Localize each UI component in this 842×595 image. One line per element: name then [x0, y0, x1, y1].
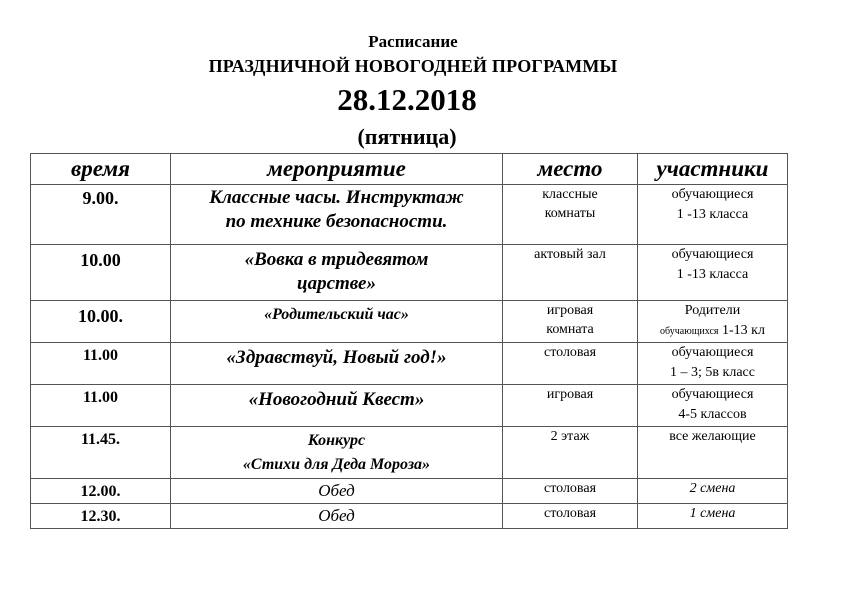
cell-time: 11.00: [31, 385, 171, 427]
participants-line: 1 – 3; 5в класс: [670, 365, 755, 380]
place-line: столовая: [543, 506, 597, 521]
title-line-1: Расписание: [368, 32, 458, 51]
cell-event: [171, 504, 503, 529]
table-row: [31, 185, 788, 245]
event-line: «Родительский час»: [264, 306, 409, 323]
column-header-place: место: [503, 154, 638, 185]
event-line: «Здравствуй, Новый год!»: [226, 347, 447, 368]
cell-place: [503, 427, 638, 479]
event-weekday: (пятница): [357, 124, 457, 149]
cell-time: 12.30.: [31, 504, 171, 529]
cell-participants: [638, 385, 788, 427]
cell-place: [503, 385, 638, 427]
table-row: [31, 301, 788, 343]
cell-time: 12.00.: [31, 479, 171, 504]
event-line: «Новогодний Квест»: [248, 389, 425, 410]
cell-event: [171, 427, 503, 479]
cell-participants: [638, 479, 788, 504]
cell-participants: [638, 427, 788, 479]
participants-line: все желающие: [669, 429, 756, 444]
cell-place: [503, 343, 638, 385]
place-line: комнаты: [544, 206, 596, 221]
event-line: «Стихи для Деда Мороза»: [242, 456, 431, 473]
place-line: 2 этаж: [550, 429, 590, 444]
cell-event: [171, 343, 503, 385]
cell-place: [503, 504, 638, 529]
event-line: Обед: [318, 481, 355, 500]
participants-line: [638, 321, 787, 342]
table-row: [31, 479, 788, 504]
cell-time: 11.00: [31, 343, 171, 385]
cell-event: [171, 185, 503, 245]
cell-event: [171, 245, 503, 301]
cell-time: 10.00: [31, 245, 171, 301]
event-line: Конкурс: [307, 432, 366, 449]
cell-place: [503, 479, 638, 504]
event-date: 28.12.2018: [337, 82, 477, 117]
participants-line: 1 -13 класса: [676, 267, 749, 282]
column-header-event: мероприятие: [171, 154, 503, 185]
schedule-table: [30, 153, 788, 529]
participants-line: Родители: [684, 303, 741, 318]
event-line: Классные часы. Инструктаж: [209, 187, 464, 208]
table-row: [31, 343, 788, 385]
cell-time: 11.45.: [31, 427, 171, 479]
column-header-time: время: [31, 154, 171, 185]
column-header-participants: участники: [638, 154, 788, 185]
cell-time: 9.00.: [31, 185, 171, 245]
participants-line: обучающиеся: [671, 387, 754, 402]
cell-place: [503, 301, 638, 343]
cell-place: [503, 185, 638, 245]
table-row: [31, 504, 788, 529]
place-line: игровая: [546, 387, 594, 402]
cell-participants: [638, 185, 788, 245]
cell-place: [503, 245, 638, 301]
participants-line: 4-5 классов: [678, 407, 747, 422]
cell-event: [171, 479, 503, 504]
participants-line: обучающиеся: [671, 187, 754, 202]
place-line: комната: [546, 322, 594, 337]
participants-line: 2 смена: [689, 481, 736, 496]
participants-text: 1-13 кл: [722, 323, 765, 338]
event-line: по технике безопасности.: [225, 211, 448, 232]
cell-time: 10.00.: [31, 301, 171, 343]
event-line: Обед: [318, 506, 355, 525]
place-line: столовая: [543, 481, 597, 496]
event-line: «Вовка в тридевятом: [244, 249, 429, 270]
title-line-2: ПРАЗДНИЧНОЙ НОВОГОДНЕЙ ПРОГРАММЫ: [208, 56, 618, 76]
table-header-row: [31, 154, 788, 185]
participants-line: 1 -13 класса: [676, 207, 749, 222]
participants-line: 1 смена: [689, 506, 736, 521]
participants-line: обучающиеся: [671, 345, 754, 360]
table-row: [31, 245, 788, 301]
event-line: царстве»: [297, 273, 376, 294]
participants-small-text: обучающихся: [660, 326, 719, 337]
place-line: игровая: [546, 303, 594, 318]
cell-event: [171, 385, 503, 427]
place-line: столовая: [543, 345, 597, 360]
cell-participants: [638, 301, 788, 343]
cell-participants: [638, 504, 788, 529]
cell-event: [171, 301, 503, 343]
cell-participants: [638, 343, 788, 385]
place-line: классные: [542, 187, 598, 202]
table-row: [31, 427, 788, 479]
place-line: актовый зал: [534, 247, 606, 262]
cell-participants: [638, 245, 788, 301]
table-row: [31, 385, 788, 427]
participants-line: обучающиеся: [671, 247, 754, 262]
